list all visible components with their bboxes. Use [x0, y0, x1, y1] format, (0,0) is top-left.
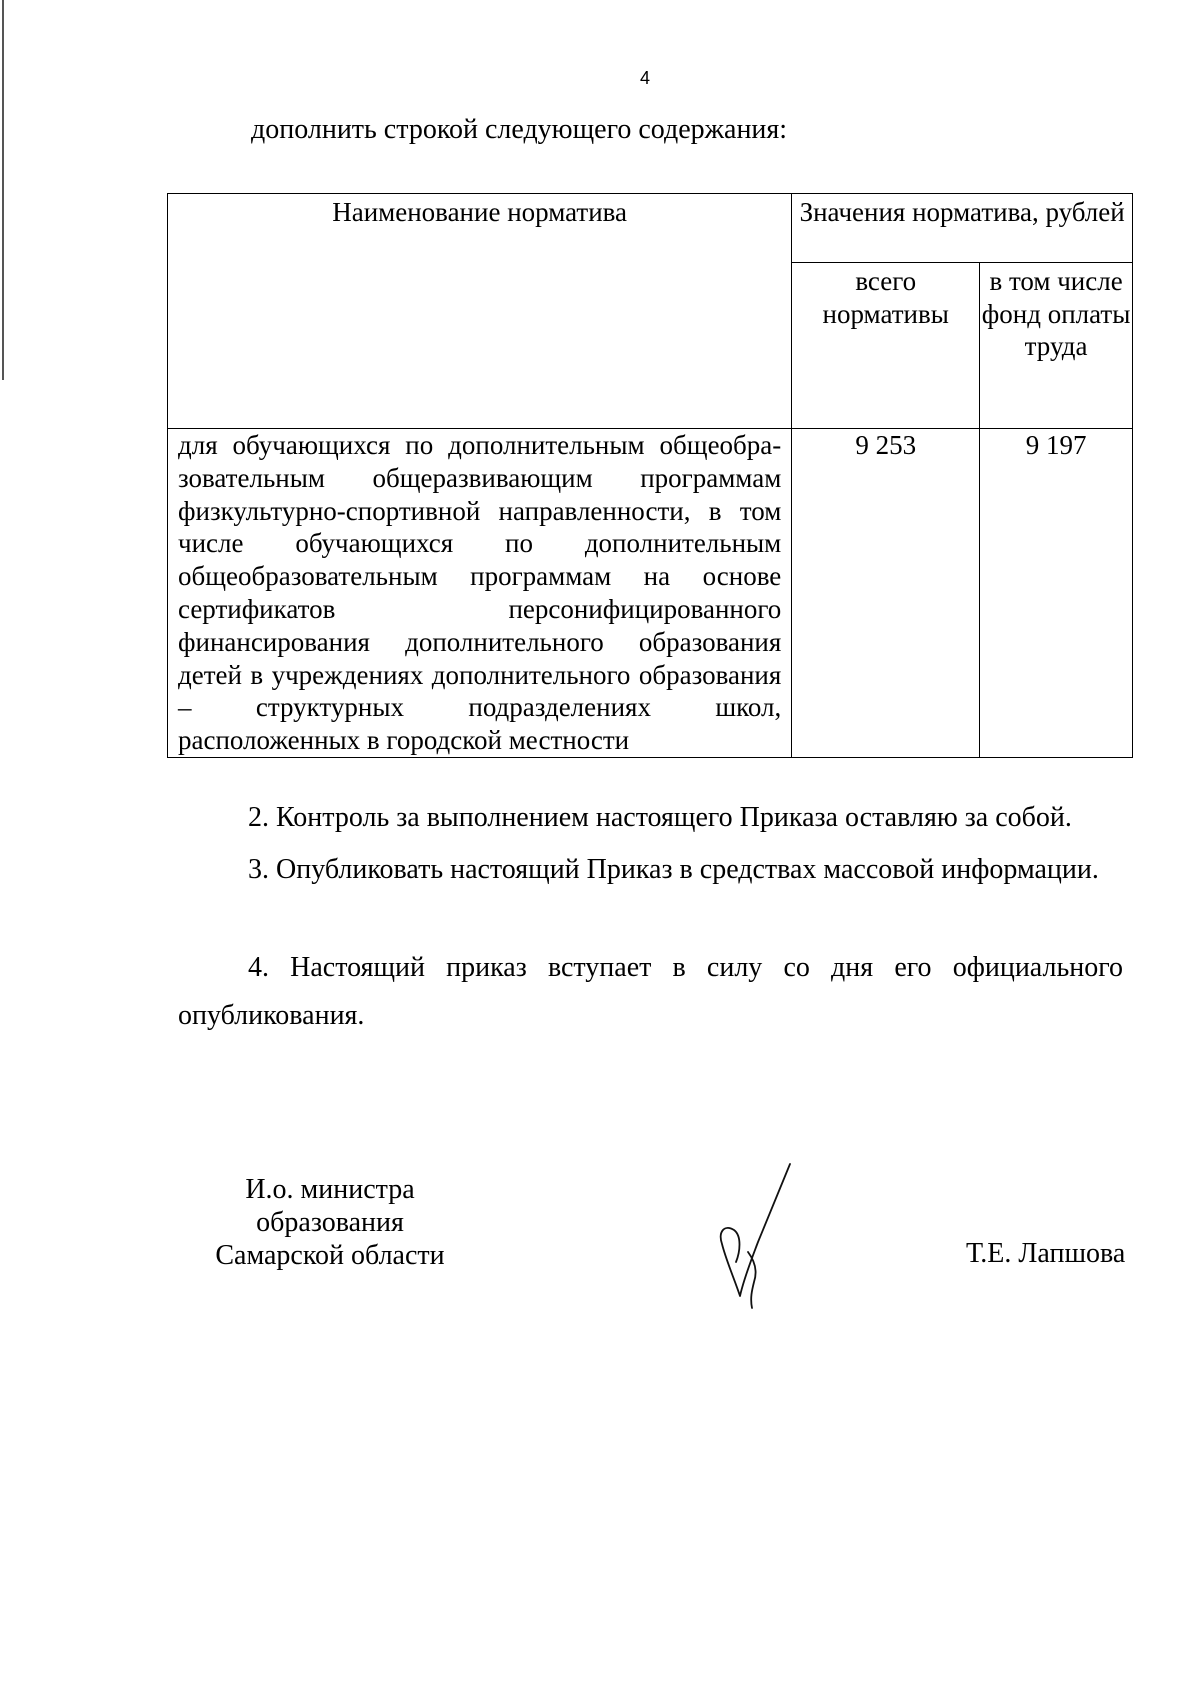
- paragraph-2: 2. Контроль за выполнением настоящего Приказа оставляю за собой.: [248, 802, 1072, 833]
- signer-title-line2: образования: [256, 1207, 404, 1238]
- header-total-cell: всего нормативы: [792, 263, 980, 429]
- paragraph-4: 4. Настоящий приказ вступает в силу со дня его официального опубликования.: [178, 952, 1123, 1031]
- signer-title: [180, 1173, 480, 1272]
- table-row: [168, 429, 1133, 758]
- paragraph-3: 3. Опубликовать настоящий Приказ в средствах массовой информации.: [248, 854, 1099, 885]
- table-header-row: [168, 194, 1133, 263]
- intro-text: дополнить строкой следующего содержания:: [251, 114, 788, 145]
- header-values-cell: Значения норматива, рублей: [792, 194, 1133, 263]
- signer-name: Т.Е. Лапшова: [966, 1238, 1126, 1269]
- norm-table: [167, 193, 1133, 758]
- page-number: 4: [640, 68, 651, 88]
- row-name-cell: для обучающихся по дополнительным общеобразовательным общеразвивающим программам физкультурно-спортивной направленности, в том числе обучающихся по дополнительным общеобразовательным программам на основе сертификатов персонифицированного финансирования дополнительного образования детей в учреждениях дополнительного образования – структурных подразделениях школ, расположенных в городской местности: [168, 429, 792, 758]
- row-fot-cell: 9 197: [980, 429, 1133, 758]
- header-name-cell: Наименование норматива: [168, 194, 792, 429]
- signer-title-line3: Самарской области: [215, 1240, 445, 1271]
- scan-edge-left: [2, 0, 4, 380]
- row-total-cell: 9 253: [792, 429, 980, 758]
- header-fot-cell: в том числе фонд оплаты труда: [980, 263, 1133, 429]
- signer-title-line1: И.о. министра: [245, 1174, 415, 1205]
- handwritten-signature: [700, 1160, 810, 1310]
